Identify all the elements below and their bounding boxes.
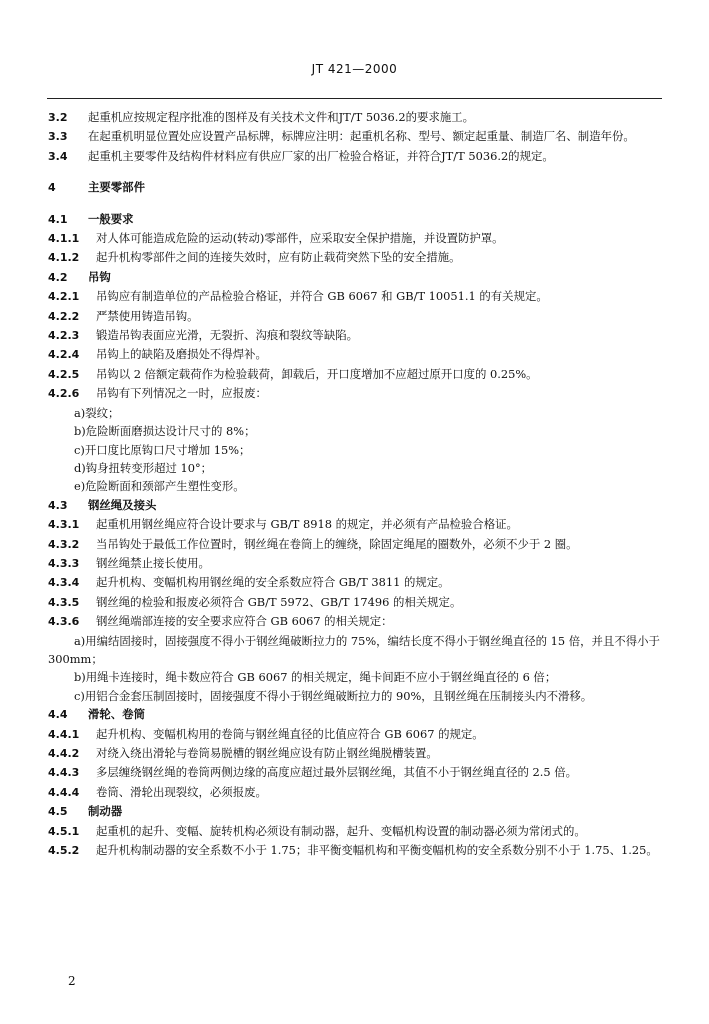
section-number: 4.1 [48, 212, 68, 226]
clause-4-3-4: 4.3.4 起升机构、变幅机构用钢丝绳的安全系数应符合 GB/T 3811 的规定。 [48, 575, 450, 590]
clause-number: 3.2 [48, 111, 68, 124]
list-item: b)用绳卡连接时，绳卡数应符合 GB 6067 的相关规定，绳卡间距不应小于钢丝绳直径的 6 倍； [74, 670, 557, 685]
clause-4-1-2: 4.1.2 起升机构零部件之间的连接失效时，应有防止载荷突然下坠的安全措施。 [48, 250, 461, 265]
clause-4-3-5: 4.3.5 钢丝绳的检验和报废必须符合 GB/T 5972、GB/T 17496 的相关规定。 [48, 594, 462, 609]
clause-number: 3.3 [48, 130, 68, 144]
clause-4-3-2: 4.3.2 当吊钩处于最低工作位置时，钢丝绳在卷筒上的缠绕，除固定绳尾的圈数外，必须不少于 2 圈。 [48, 536, 578, 551]
page-number: 2 [68, 974, 76, 988]
list-item: d)钩身扭转变形超过 10°； [74, 460, 213, 475]
clause-number: 3.4 [48, 149, 68, 163]
list-item: a)用编结固接时，固接强度不得小于钢丝绳破断拉力的 75%，编结长度不得小于钢丝绳直径的 15 倍，并且不得小于 300mm； [48, 633, 660, 666]
section-4-heading [48, 178, 660, 197]
clause-4-5-2: 4.5.2 起升机构制动器的安全系数不小于 1.75；非平衡变幅机构和平衡变幅机构的安全系数分别不小于 1.75、1.25。 [48, 843, 658, 858]
list-item: c)用铝合金套压制固接时，固接强度不得小于钢丝绳破断拉力的 90%，且钢丝绳在压制接头内不滑移。 [74, 688, 593, 703]
clause-text: 起重机应按规定程序批准的图样及有关技术文件和JT/T 5036.2的要求施工。 [88, 110, 475, 124]
clause-4-3-6: 4.3.6 钢丝绳端部连接的安全要求应符合 GB 6067 的相关规定： [48, 614, 393, 629]
clause-4-3-1: 4.3.1 起重机用钢丝绳应符合设计要求与 GB/T 8918 的规定，并必须有产品检验合格证。 [48, 517, 518, 532]
header-rule [47, 98, 662, 99]
list-item: a)裂纹； [74, 405, 120, 420]
section-4-3-heading: 4.3 钢丝绳及接头 [48, 497, 157, 512]
section-number: 4 [48, 181, 56, 195]
list-item: b)危险断面磨损达设计尺寸的 8%； [74, 424, 256, 439]
list-item: c)开口度比原钩口尺寸增加 15%； [74, 442, 251, 457]
document-code-header: JT 421—2000 [311, 62, 398, 76]
clause-text: 在起重机明显位置处应设置产品标牌，标牌应注明：起重机名称、型号、额定起重量、制造厂名、制造年份。 [88, 129, 635, 144]
section-title: 主要零部件 [88, 180, 145, 195]
clause-4-2-1: 4.2.1 吊钩应有制造单位的产品检验合格证，并符合 GB 6067 和 GB/T 10051.1 的有关规定。 [48, 289, 548, 304]
clause-4-2-5: 4.2.5 吊钩以 2 倍额定载荷作为检验载荷，卸载后，开口度增加不应超过原开口度的 0.25%。 [48, 366, 538, 381]
section-4-1-heading [48, 210, 660, 229]
section-4-2-heading: 4.2 吊钩 [48, 269, 111, 284]
clause-4-2-3: 4.2.3 锻造吊钩表面应光滑，无裂折、沟痕和裂纹等缺陷。 [48, 328, 358, 343]
clause-3-2 [48, 108, 660, 127]
section-4-4-heading: 4.4 滑轮、卷筒 [48, 707, 145, 722]
clause-4-5-1: 4.5.1 起重机的起升、变幅、旋转机构必须设有制动器，起升、变幅机构设置的制动器必须为常闭式的。 [48, 823, 586, 838]
clause-4-4-3: 4.4.3 多层缠绕钢丝绳的卷筒两侧边缘的高度应超过最外层钢丝绳，其值不小于钢丝绳直径的 2.5 倍。 [48, 765, 577, 780]
clause-4-2-6: 4.2.6 吊钩有下列情况之一时，应报废： [48, 386, 267, 401]
section-4-5-heading: 4.5 制动器 [48, 804, 123, 819]
clause-4-2-2: 4.2.2 严禁使用铸造吊钩。 [48, 308, 199, 323]
clause-4-4-2: 4.4.2 对绕入绕出滑轮与卷筒易脱槽的钢丝绳应设有防止钢丝绳脱槽装置。 [48, 746, 438, 760]
document-body [48, 108, 660, 860]
clause-text: 起重机主要零件及结构件材料应有供应厂家的出厂检验合格证，并符合JT/T 5036.2的规定。 [88, 148, 554, 163]
clause-4-3-3: 4.3.3 钢丝绳禁止接长使用。 [48, 555, 210, 570]
clause-4-2-4: 4.2.4 吊钩上的缺陷及磨损处不得焊补。 [48, 347, 267, 362]
clause-3-4 [48, 147, 660, 166]
clause-3-3 [48, 127, 660, 146]
clause-4-4-4: 4.4.4 卷筒、滑轮出现裂纹，必须报废。 [48, 784, 267, 799]
list-item: e)危险断面和颈部产生塑性变形。 [74, 479, 245, 494]
clause-4-1-1: 4.1.1 对人体可能造成危险的运动(转动)零部件，应采取安全保护措施，并设置防护罩。 [48, 231, 504, 246]
clause-4-4-1: 4.4.1 起升机构、变幅机构用的卷筒与钢丝绳直径的比值应符合 GB 6067 的规定。 [48, 726, 484, 741]
section-title: 一般要求 [88, 211, 134, 226]
